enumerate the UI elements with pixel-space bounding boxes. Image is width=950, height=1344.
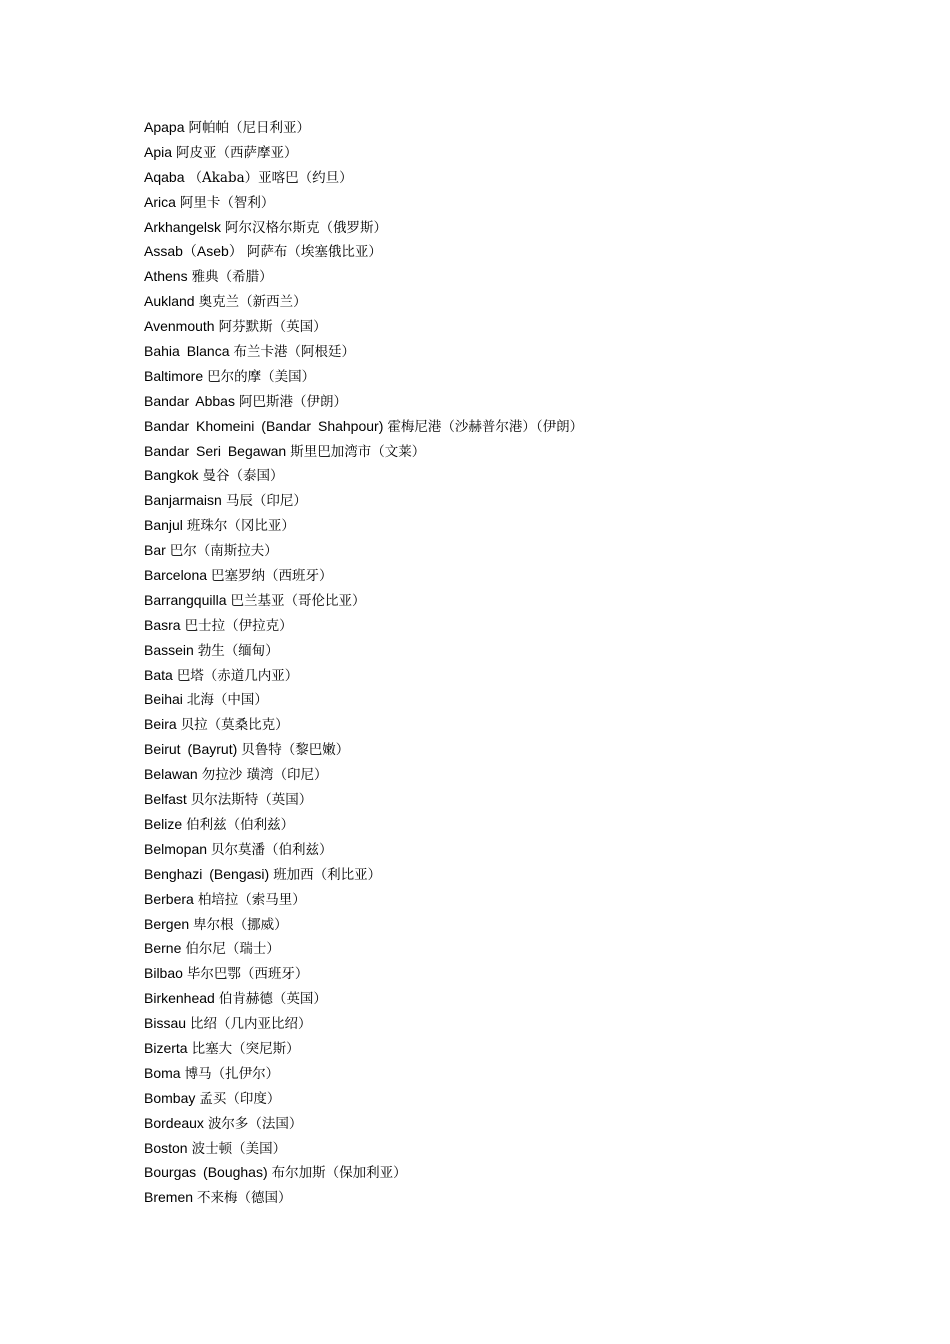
port-chinese-name: 北海（中国） — [186, 692, 268, 709]
port-english-name: Bar — [144, 542, 166, 559]
port-english-name: Bassein — [144, 641, 194, 658]
port-english-name: Berne — [144, 940, 182, 957]
list-item — [144, 663, 583, 688]
port-english-name: Bissau — [144, 1015, 187, 1032]
port-chinese-name: 班珠尔（冈比亚） — [186, 518, 295, 535]
list-item — [144, 1011, 583, 1036]
port-english-name: Boston — [144, 1139, 188, 1156]
list-item — [144, 1111, 583, 1136]
port-chinese-name: 孟买（印度） — [199, 1090, 281, 1107]
list-item — [144, 314, 583, 339]
list-item — [144, 1136, 583, 1161]
port-english-name: Bandar Khomeini (Bandar Shahpour) — [144, 417, 384, 434]
list-item — [144, 264, 583, 289]
list-item — [144, 912, 583, 937]
list-item — [144, 165, 583, 190]
port-english-name: Assab（Aseb） — [144, 243, 243, 260]
list-item — [144, 1086, 583, 1111]
list-item — [144, 389, 583, 414]
list-item — [144, 712, 583, 737]
list-item — [144, 887, 583, 912]
list-item — [144, 986, 583, 1011]
list-item — [144, 737, 583, 762]
port-chinese-name: 班加西（利比亚） — [273, 866, 382, 883]
port-chinese-name: 巴士拉（伊拉克） — [184, 617, 293, 634]
port-chinese-name: 马辰（印尼） — [225, 493, 307, 510]
list-item — [144, 513, 583, 538]
list-item — [144, 588, 583, 613]
port-chinese-name: 巴塞罗纳（西班牙） — [211, 568, 333, 585]
port-english-name: Benghazi (Bengasi) — [144, 865, 270, 882]
port-english-name: Apapa — [144, 119, 185, 135]
port-chinese-name: 阿芬默斯（英国） — [218, 319, 327, 336]
port-english-name: Bergen — [144, 915, 190, 932]
port-english-name: Birkenhead — [144, 990, 215, 1007]
list-item — [144, 463, 583, 488]
port-chinese-name: 贝拉（莫桑比克） — [180, 717, 289, 734]
port-chinese-name: 阿里卡（智利） — [179, 194, 275, 211]
list-item — [144, 1185, 583, 1210]
list-item — [144, 364, 583, 389]
port-english-name: Avenmouth — [144, 318, 215, 335]
port-english-name: Arica — [144, 193, 176, 210]
port-english-name: Bombay — [144, 1089, 196, 1106]
port-english-name: Basra — [144, 616, 181, 633]
port-chinese-name: 阿萨布（埃塞俄比亚） — [246, 244, 382, 261]
port-chinese-name: 勃生（缅甸） — [197, 642, 279, 659]
port-english-name: Bandar Seri Begawan — [144, 442, 287, 459]
port-english-name: Arkhangelsk — [144, 218, 222, 235]
port-chinese-name: 卑尔根（挪威） — [193, 916, 288, 933]
list-item — [144, 538, 583, 563]
list-item — [144, 936, 583, 961]
port-chinese-name: 勿拉沙 璜湾（印尼） — [201, 767, 328, 784]
port-chinese-name: 巴尔的摩（美国） — [207, 368, 316, 385]
port-english-name: Baltimore — [144, 367, 204, 384]
port-english-name: Belawan — [144, 766, 198, 783]
port-chinese-name: 伯肯赫德（英国） — [218, 991, 327, 1008]
port-chinese-name: 不来梅（德国） — [197, 1190, 292, 1207]
port-chinese-name: 雅典（希腊） — [191, 269, 273, 286]
list-item — [144, 439, 583, 464]
list-item — [144, 1061, 583, 1086]
port-chinese-name: 曼谷（泰国） — [202, 468, 284, 485]
list-item — [144, 1036, 583, 1061]
list-item — [144, 613, 583, 638]
port-english-name: Bangkok — [144, 467, 199, 484]
port-english-name: Bahia Blanca — [144, 343, 230, 360]
port-english-name: Bandar Abbas — [144, 392, 235, 409]
list-item — [144, 339, 583, 364]
port-english-name: Athens — [144, 268, 188, 285]
port-english-name: Banjul — [144, 517, 183, 534]
port-english-name: Belmopan — [144, 840, 208, 857]
list-item — [144, 115, 583, 140]
port-english-name: Belfast — [144, 791, 187, 808]
port-english-name: Beira — [144, 716, 177, 733]
port-english-name: Barcelona — [144, 567, 208, 584]
port-chinese-name: 比绍（几内亚比绍） — [190, 1016, 312, 1033]
port-english-name: Beirut (Bayrut) — [144, 741, 238, 758]
port-chinese-name: 阿皮亚（西萨摩亚） — [176, 144, 298, 161]
port-chinese-name: 巴塔（赤道几内亚） — [176, 667, 299, 684]
port-chinese-name: 波士顿（美国） — [191, 1140, 287, 1157]
port-chinese-name: 布尔加斯（保加利亚） — [271, 1165, 407, 1182]
port-chinese-name: 贝尔法斯特（英国） — [190, 792, 313, 809]
list-item — [144, 762, 583, 787]
port-chinese-name: 霍梅尼港（沙赫普尔港）（伊朗） — [387, 418, 584, 435]
port-english-name: Aqaba — [144, 168, 185, 185]
port-chinese-name: 伯尔尼（瑞士） — [185, 941, 280, 958]
list-item — [144, 239, 583, 264]
port-english-name: Belize — [144, 815, 183, 832]
list-item — [144, 563, 583, 588]
port-chinese-name: 比塞大（突尼斯） — [191, 1040, 300, 1057]
list-item — [144, 862, 583, 887]
port-chinese-name: 巴兰基亚（哥伦比亚） — [230, 592, 366, 609]
port-chinese-name: （Akaba）亚喀巴（约旦） — [188, 169, 353, 186]
port-chinese-name: 阿尔汉格尔斯克（俄罗斯） — [225, 219, 388, 236]
port-english-name: Bata — [144, 666, 173, 683]
list-item — [144, 190, 583, 215]
port-name-list — [144, 115, 583, 1210]
port-chinese-name: 布兰卡港（阿根廷） — [233, 344, 356, 361]
list-item — [144, 687, 583, 712]
port-english-name: Boma — [144, 1064, 181, 1081]
port-chinese-name: 柏培拉（索马里） — [197, 891, 306, 908]
port-english-name: Banjarmaisn — [144, 492, 222, 509]
port-chinese-name: 波尔多（法国） — [207, 1115, 303, 1132]
port-english-name: Bourgas (Boughas) — [144, 1164, 268, 1181]
port-chinese-name: 奥克兰（新西兰） — [198, 294, 307, 311]
list-item — [144, 488, 583, 513]
port-chinese-name: 博马（扎伊尔） — [184, 1065, 280, 1082]
port-english-name: Beihai — [144, 691, 183, 708]
port-english-name: Bremen — [144, 1189, 194, 1206]
port-english-name: Apia — [144, 143, 173, 160]
port-chinese-name: 贝鲁特（黎巴嫩） — [241, 742, 350, 759]
port-english-name: Bilbao — [144, 965, 183, 982]
port-chinese-name: 伯利兹（伯利兹） — [186, 816, 295, 833]
list-item — [144, 638, 583, 663]
list-item — [144, 289, 583, 314]
list-item — [144, 140, 583, 165]
port-chinese-name: 阿帕帕（尼日利亚） — [188, 120, 310, 136]
port-english-name: Barrangquilla — [144, 591, 227, 608]
port-chinese-name: 斯里巴加湾市（文莱） — [290, 443, 426, 460]
list-item — [144, 787, 583, 812]
port-chinese-name: 毕尔巴鄂（西班牙） — [186, 966, 309, 983]
port-chinese-name: 阿巴斯港（伊朗） — [238, 393, 347, 410]
list-item — [144, 837, 583, 862]
port-english-name: Bordeaux — [144, 1114, 204, 1131]
list-item — [144, 812, 583, 837]
port-english-name: Aukland — [144, 293, 195, 310]
list-item — [144, 1160, 583, 1185]
list-item — [144, 414, 583, 439]
port-english-name: Bizerta — [144, 1039, 188, 1056]
port-chinese-name: 贝尔莫潘（伯利兹） — [211, 841, 333, 858]
port-chinese-name: 巴尔（南斯拉夫） — [169, 543, 278, 560]
list-item — [144, 215, 583, 240]
list-item — [144, 961, 583, 986]
port-english-name: Berbera — [144, 890, 194, 907]
